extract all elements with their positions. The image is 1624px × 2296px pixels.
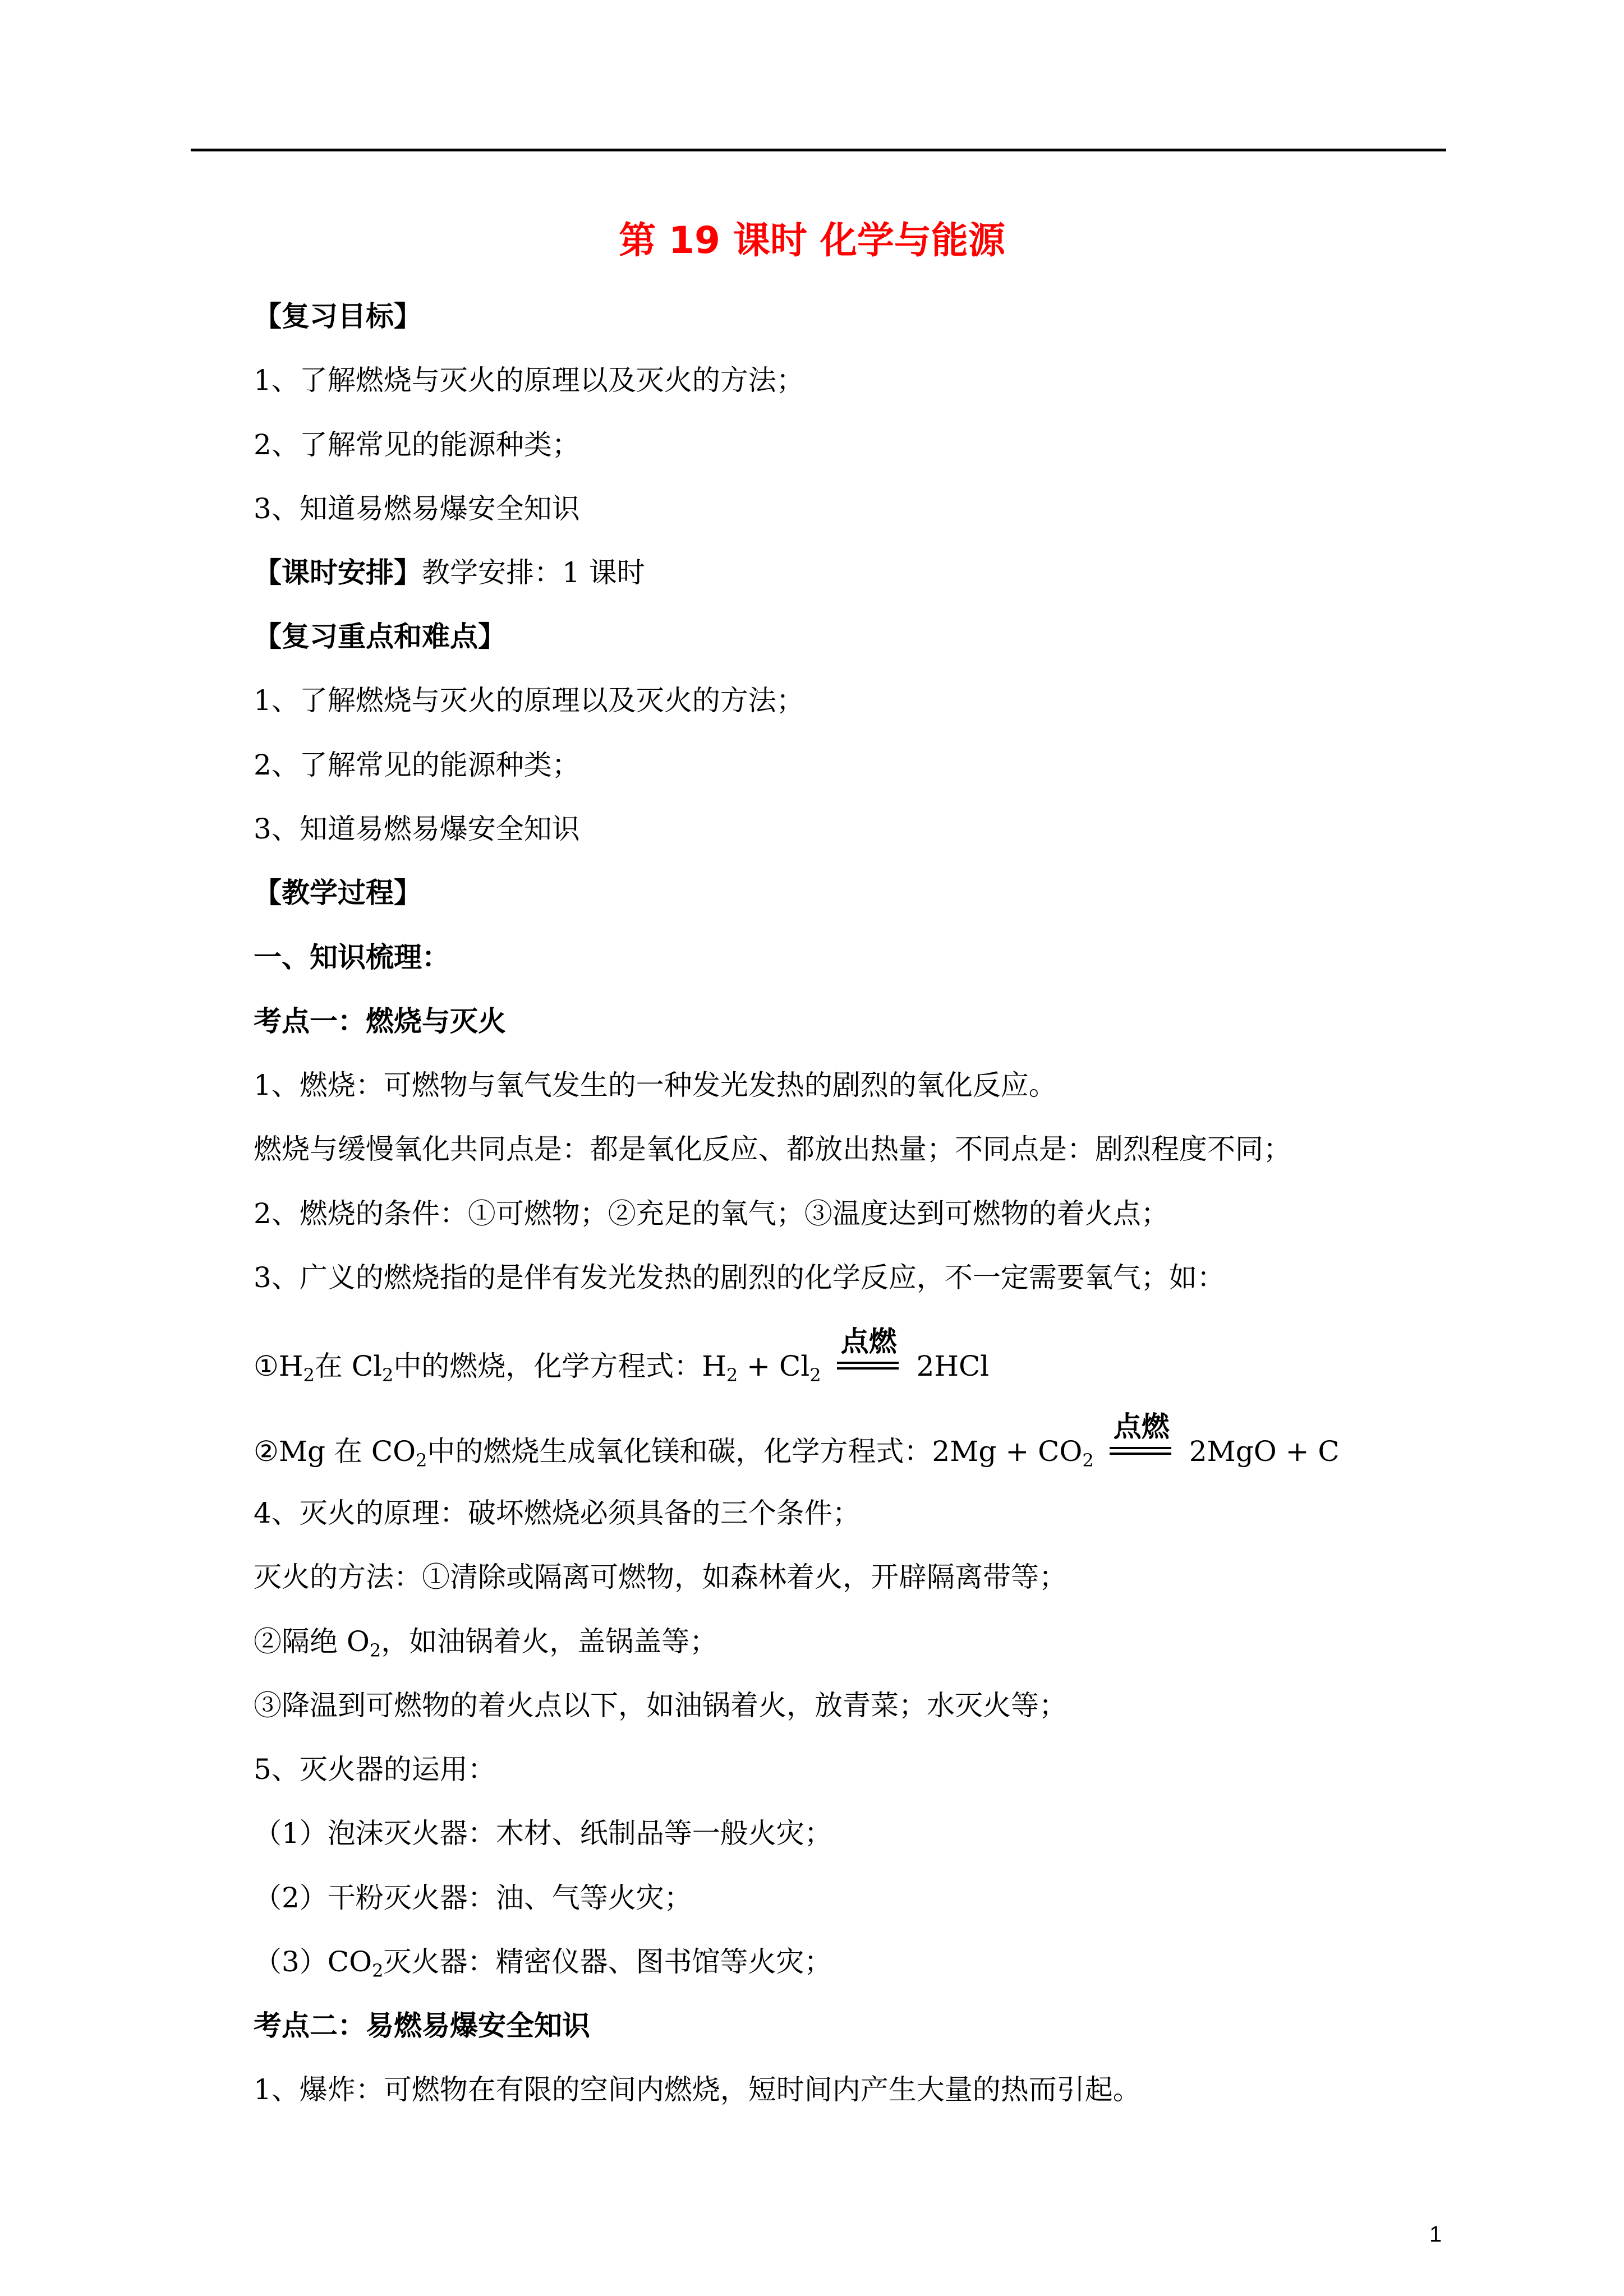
point-1-heading: 考点一：燃烧与灭火	[254, 1005, 506, 1038]
key-1: 1、了解燃烧与灭火的原理以及灭火的方法；	[254, 684, 804, 717]
burn-definition: 1、燃烧：可燃物与氧气发生的一种发光发热的剧烈的氧化反应。	[254, 1069, 1057, 1101]
process-heading: 【教学过程】	[254, 877, 422, 909]
method-1: 灭火的方法：①清除或隔离可燃物，如森林着火，开辟隔离带等；	[254, 1561, 1067, 1593]
extinguisher-1: （1）泡沫灭火器：木材、纸制品等一般火灾；	[254, 1817, 832, 1850]
schedule-line	[254, 552, 645, 593]
burn-comparison: 燃烧与缓慢氧化共同点是：都是氧化反应、都放出热量；不同点是：剧烈程度不同；	[254, 1133, 1291, 1165]
equation-2: ②Mg 在 $CO_2$中的燃烧生成氧化镁和碳，化学方程式：$2Mg + CO_2$ 点燃 2MgO + C	[254, 1410, 1340, 1471]
extinguish-principle: 4、灭火的原理：破坏燃烧必须具备的三个条件；	[254, 1497, 861, 1529]
broad-burn: 3、广义的燃烧指的是伴有发光发热的剧烈的化学反应，不一定需要氧气；如：	[254, 1261, 1225, 1294]
goal-1: 1、了解燃烧与灭火的原理以及灭火的方法；	[254, 364, 804, 397]
header-rule	[191, 149, 1446, 151]
equation-1: $①H_2$在 $Cl_2$中的燃烧，化学方程式：$H_2 + Cl_2$ 点燃 2HCl	[254, 1325, 990, 1386]
section-1-heading: 一、知识梳理：	[254, 941, 450, 974]
page-title: 第 19 课时 化学与能源	[619, 219, 1005, 262]
reaction-condition: 点燃	[832, 1346, 905, 1386]
key-2: 2、了解常见的能源种类；	[254, 749, 580, 781]
reaction-condition: 点燃	[1105, 1431, 1178, 1472]
goal-3: 3、知道易燃易爆安全知识	[254, 492, 580, 525]
goal-2: 2、了解常见的能源种类；	[254, 428, 580, 461]
explosion-definition: 1、爆炸：可燃物在有限的空间内燃烧，短时间内产生大量的热而引起。	[254, 2073, 1141, 2106]
method-3: ③降温到可燃物的着火点以下，如油锅着火，放青菜；水灭火等；	[254, 1689, 1067, 1722]
page-number: 1	[1429, 2222, 1442, 2247]
schedule-heading: 【课时安排】	[254, 556, 422, 589]
review-goal-heading: 【复习目标】	[254, 300, 422, 333]
extinguisher-2: （2）干粉灭火器：油、气等火灾；	[254, 1882, 692, 1914]
key-heading: 【复习重点和难点】	[254, 620, 506, 653]
point-2-heading: 考点二：易燃易爆安全知识	[254, 2009, 590, 2042]
burn-conditions: 2、燃烧的条件：①可燃物；②充足的氧气；③温度达到可燃物的着火点；	[254, 1197, 1169, 1230]
extinguisher-use: 5、灭火器的运用：	[254, 1753, 496, 1786]
key-3: 3、知道易燃易爆安全知识	[254, 813, 580, 845]
extinguisher-3: $(3)CO_2$灭火器：精密仪器、图书馆等火灾；	[254, 1945, 832, 1981]
schedule-text: 教学安排：1 课时	[422, 556, 645, 589]
method-2: ②隔绝 $O_2$，如油锅着火，盖锅盖等；	[254, 1625, 718, 1661]
